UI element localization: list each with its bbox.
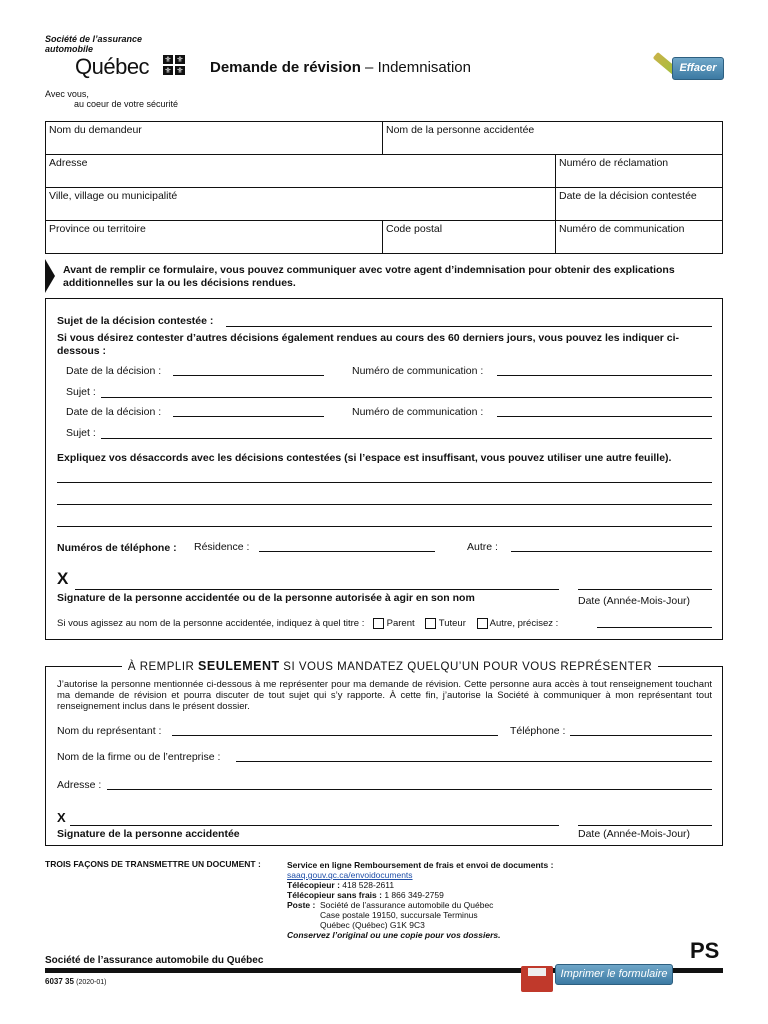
postal-code-field[interactable] xyxy=(382,220,556,254)
fleur-de-lis-flag-icon: ⚜ ⚜ ⚜ ⚜ xyxy=(164,55,184,75)
province-field[interactable] xyxy=(45,220,383,254)
tutor-checkbox[interactable] xyxy=(425,618,436,629)
representative-section-title: À REMPLIR SEULEMENT SI VOUS MANDATEZ QUELQU’UN POUR VOUS REPRÉSENTER xyxy=(0,659,768,673)
signature-input[interactable] xyxy=(75,589,559,590)
applicant-name-label: Nom du demandeur xyxy=(49,124,142,136)
signature-label: Signature de la personne accidentée ou de la personne autorisée à agir en son nom xyxy=(57,592,475,604)
injured-signature-label: Signature de la personne accidentée xyxy=(57,828,240,840)
representative-address-input[interactable] xyxy=(107,789,712,790)
clear-button[interactable]: Effacer xyxy=(672,57,724,80)
decision-date-input-2[interactable] xyxy=(173,416,324,417)
printer-icon xyxy=(521,966,553,992)
online-service-link[interactable]: saaq.gouv.qc.ca/envoidocuments xyxy=(287,870,413,880)
disagreement-line-2[interactable] xyxy=(57,504,712,505)
phone-numbers-label: Numéros de téléphone : xyxy=(57,542,177,554)
disagreement-line-3[interactable] xyxy=(57,526,712,527)
subject-input-2[interactable] xyxy=(101,438,712,439)
transmission-heading: TROIS FAÇONS DE TRANSMETTRE UN DOCUMENT : xyxy=(45,859,261,869)
signature-x-mark: X xyxy=(57,569,69,588)
authorization-text: J’autorise la personne mentionnée ci-dessous à me représenter pour ma demande de révision. Cette personne aura accès à tout renseignement touchant ma demande de révision et pourra discuter de tout sujet qui s’y rapporte. À cette fin, j’autorise la Société à communiquer à mon représentant tout renseignement inclus dans le présent dossier. xyxy=(57,679,712,712)
capacity-question: Si vous agissez au nom de la personne accidentée, indiquez à quel titre : xyxy=(57,618,365,630)
representative-phone-input[interactable] xyxy=(570,735,712,736)
subject-input[interactable] xyxy=(226,326,712,327)
subject-label: Sujet de la décision contestée : xyxy=(57,315,214,327)
other-phone-input[interactable] xyxy=(511,551,712,552)
decision-date-label-2: Date de la décision : xyxy=(66,406,162,418)
toll-free-fax-number: 1 866 349-2759 xyxy=(381,890,444,900)
province-label: Province ou territoire xyxy=(49,223,146,235)
signature-date-input[interactable] xyxy=(578,589,712,590)
representative-name-input[interactable] xyxy=(172,735,498,736)
residence-phone-input[interactable] xyxy=(259,551,435,552)
firm-name-input[interactable] xyxy=(236,761,712,762)
capacity-row xyxy=(57,618,558,629)
mailing-address: Société de l’assurance automobile du Québec Case postale 19150, succursale Terminus Québec (Québec) G1K 9C3 xyxy=(320,900,494,930)
decision-date-field[interactable] xyxy=(555,187,723,221)
ps-code: PS xyxy=(690,938,720,963)
decision-date-label-1: Date de la décision : xyxy=(66,365,162,377)
injured-person-name-label: Nom de la personne accidentée xyxy=(386,124,535,136)
page-title: Demande de révision – Indemnisation xyxy=(210,59,471,76)
date-format-label: Date (Année-Mois-Jour) xyxy=(578,595,691,607)
representative-phone-label: Téléphone : xyxy=(510,725,566,737)
online-service-label: Service en ligne Remboursement de frais et envoi de documents : xyxy=(287,860,554,870)
city-label: Ville, village ou municipalité xyxy=(49,190,178,202)
disagreement-line-1[interactable] xyxy=(57,482,712,483)
representative-address-label: Adresse : xyxy=(57,779,102,791)
print-form-button[interactable]: Imprimer le formulaire xyxy=(555,964,673,985)
city-field[interactable] xyxy=(45,187,556,221)
tutor-label: Tuteur xyxy=(438,618,466,630)
comm-number-label-2: Numéro de communication : xyxy=(352,406,484,418)
decision-date-input-1[interactable] xyxy=(173,375,324,376)
comm-number-input-1[interactable] xyxy=(497,375,712,376)
parent-checkbox[interactable] xyxy=(373,618,384,629)
decision-date-label: Date de la décision contestée xyxy=(559,190,697,202)
subject-label-1: Sujet : xyxy=(66,386,96,398)
injured-signature-input[interactable] xyxy=(70,825,559,826)
other-label: Autre, précisez : xyxy=(489,618,559,630)
claim-number-field[interactable] xyxy=(555,154,723,188)
form-number: 6037 35 (2020-01) xyxy=(45,977,107,986)
other-checkbox[interactable] xyxy=(477,618,488,629)
other-decisions-text: Si vous désirez contester d’autres décisions également rendues au cours des 60 derniers jours, vous pouvez les indiquer ci-dessous : xyxy=(57,332,680,357)
signature-x-mark-2: X xyxy=(57,810,66,825)
other-phone-label: Autre : xyxy=(467,541,498,553)
fax-number: 418 528-2611 xyxy=(339,880,395,890)
arrow-icon xyxy=(45,259,55,293)
injured-signature-date-input[interactable] xyxy=(578,825,712,826)
applicant-name-field[interactable] xyxy=(45,121,383,155)
communication-number-field[interactable] xyxy=(555,220,723,254)
comm-number-input-2[interactable] xyxy=(497,416,712,417)
injured-person-name-field[interactable] xyxy=(382,121,723,155)
communication-number-label: Numéro de communication xyxy=(559,223,685,235)
tagline: Avec vous, au coeur de votre sécurité xyxy=(45,89,179,109)
injured-date-format-label: Date (Année-Mois-Jour) xyxy=(578,828,691,840)
claim-number-label: Numéro de réclamation xyxy=(559,157,669,169)
transmission-methods: Service en ligne Remboursement de frais et envoi de documents : saaq.gouv.qc.ca/envoidocuments Télécopieur : 418 528-2611 Télécopieur sans frais : 1 866 349-2759 Poste : Société de l’assurance automobile du Québec Case postale 19150, succursale Terminus Québec (Québec) G1K 9C3 Conservez l’original ou une copie pour vos dossiers. xyxy=(287,860,607,940)
representative-name-label: Nom du représentant : xyxy=(57,725,162,737)
disagreement-label: Expliquez vos désaccords avec les décisions contestées (si l’espace est insuffisant, vous pouvez utiliser une autre feuille). xyxy=(57,452,672,464)
firm-name-label: Nom de la firme ou de l’entreprise : xyxy=(57,751,221,763)
other-specify-input[interactable] xyxy=(597,627,712,628)
org-name-logo: Société de l’assurance automobile xyxy=(45,34,143,54)
keep-copy-note: Conservez l’original ou une copie pour vos dossiers. xyxy=(287,930,501,940)
subject-input-1[interactable] xyxy=(101,397,712,398)
comm-number-label-1: Numéro de communication : xyxy=(352,365,484,377)
notice-text: Avant de remplir ce formulaire, vous pouvez communiquer avec votre agent d’indemnisation pour obtenir des explications additionnelles sur la ou les décisions rendues. xyxy=(63,264,675,289)
quebec-wordmark: Québec xyxy=(75,54,150,79)
parent-label: Parent xyxy=(386,618,415,630)
subject-label-2: Sujet : xyxy=(66,427,96,439)
footer-org-name: Société de l’assurance automobile du Québec xyxy=(45,955,264,966)
residence-label: Résidence : xyxy=(194,541,250,553)
address-label: Adresse xyxy=(49,157,88,169)
postal-code-label: Code postal xyxy=(386,223,443,235)
address-field[interactable] xyxy=(45,154,556,188)
